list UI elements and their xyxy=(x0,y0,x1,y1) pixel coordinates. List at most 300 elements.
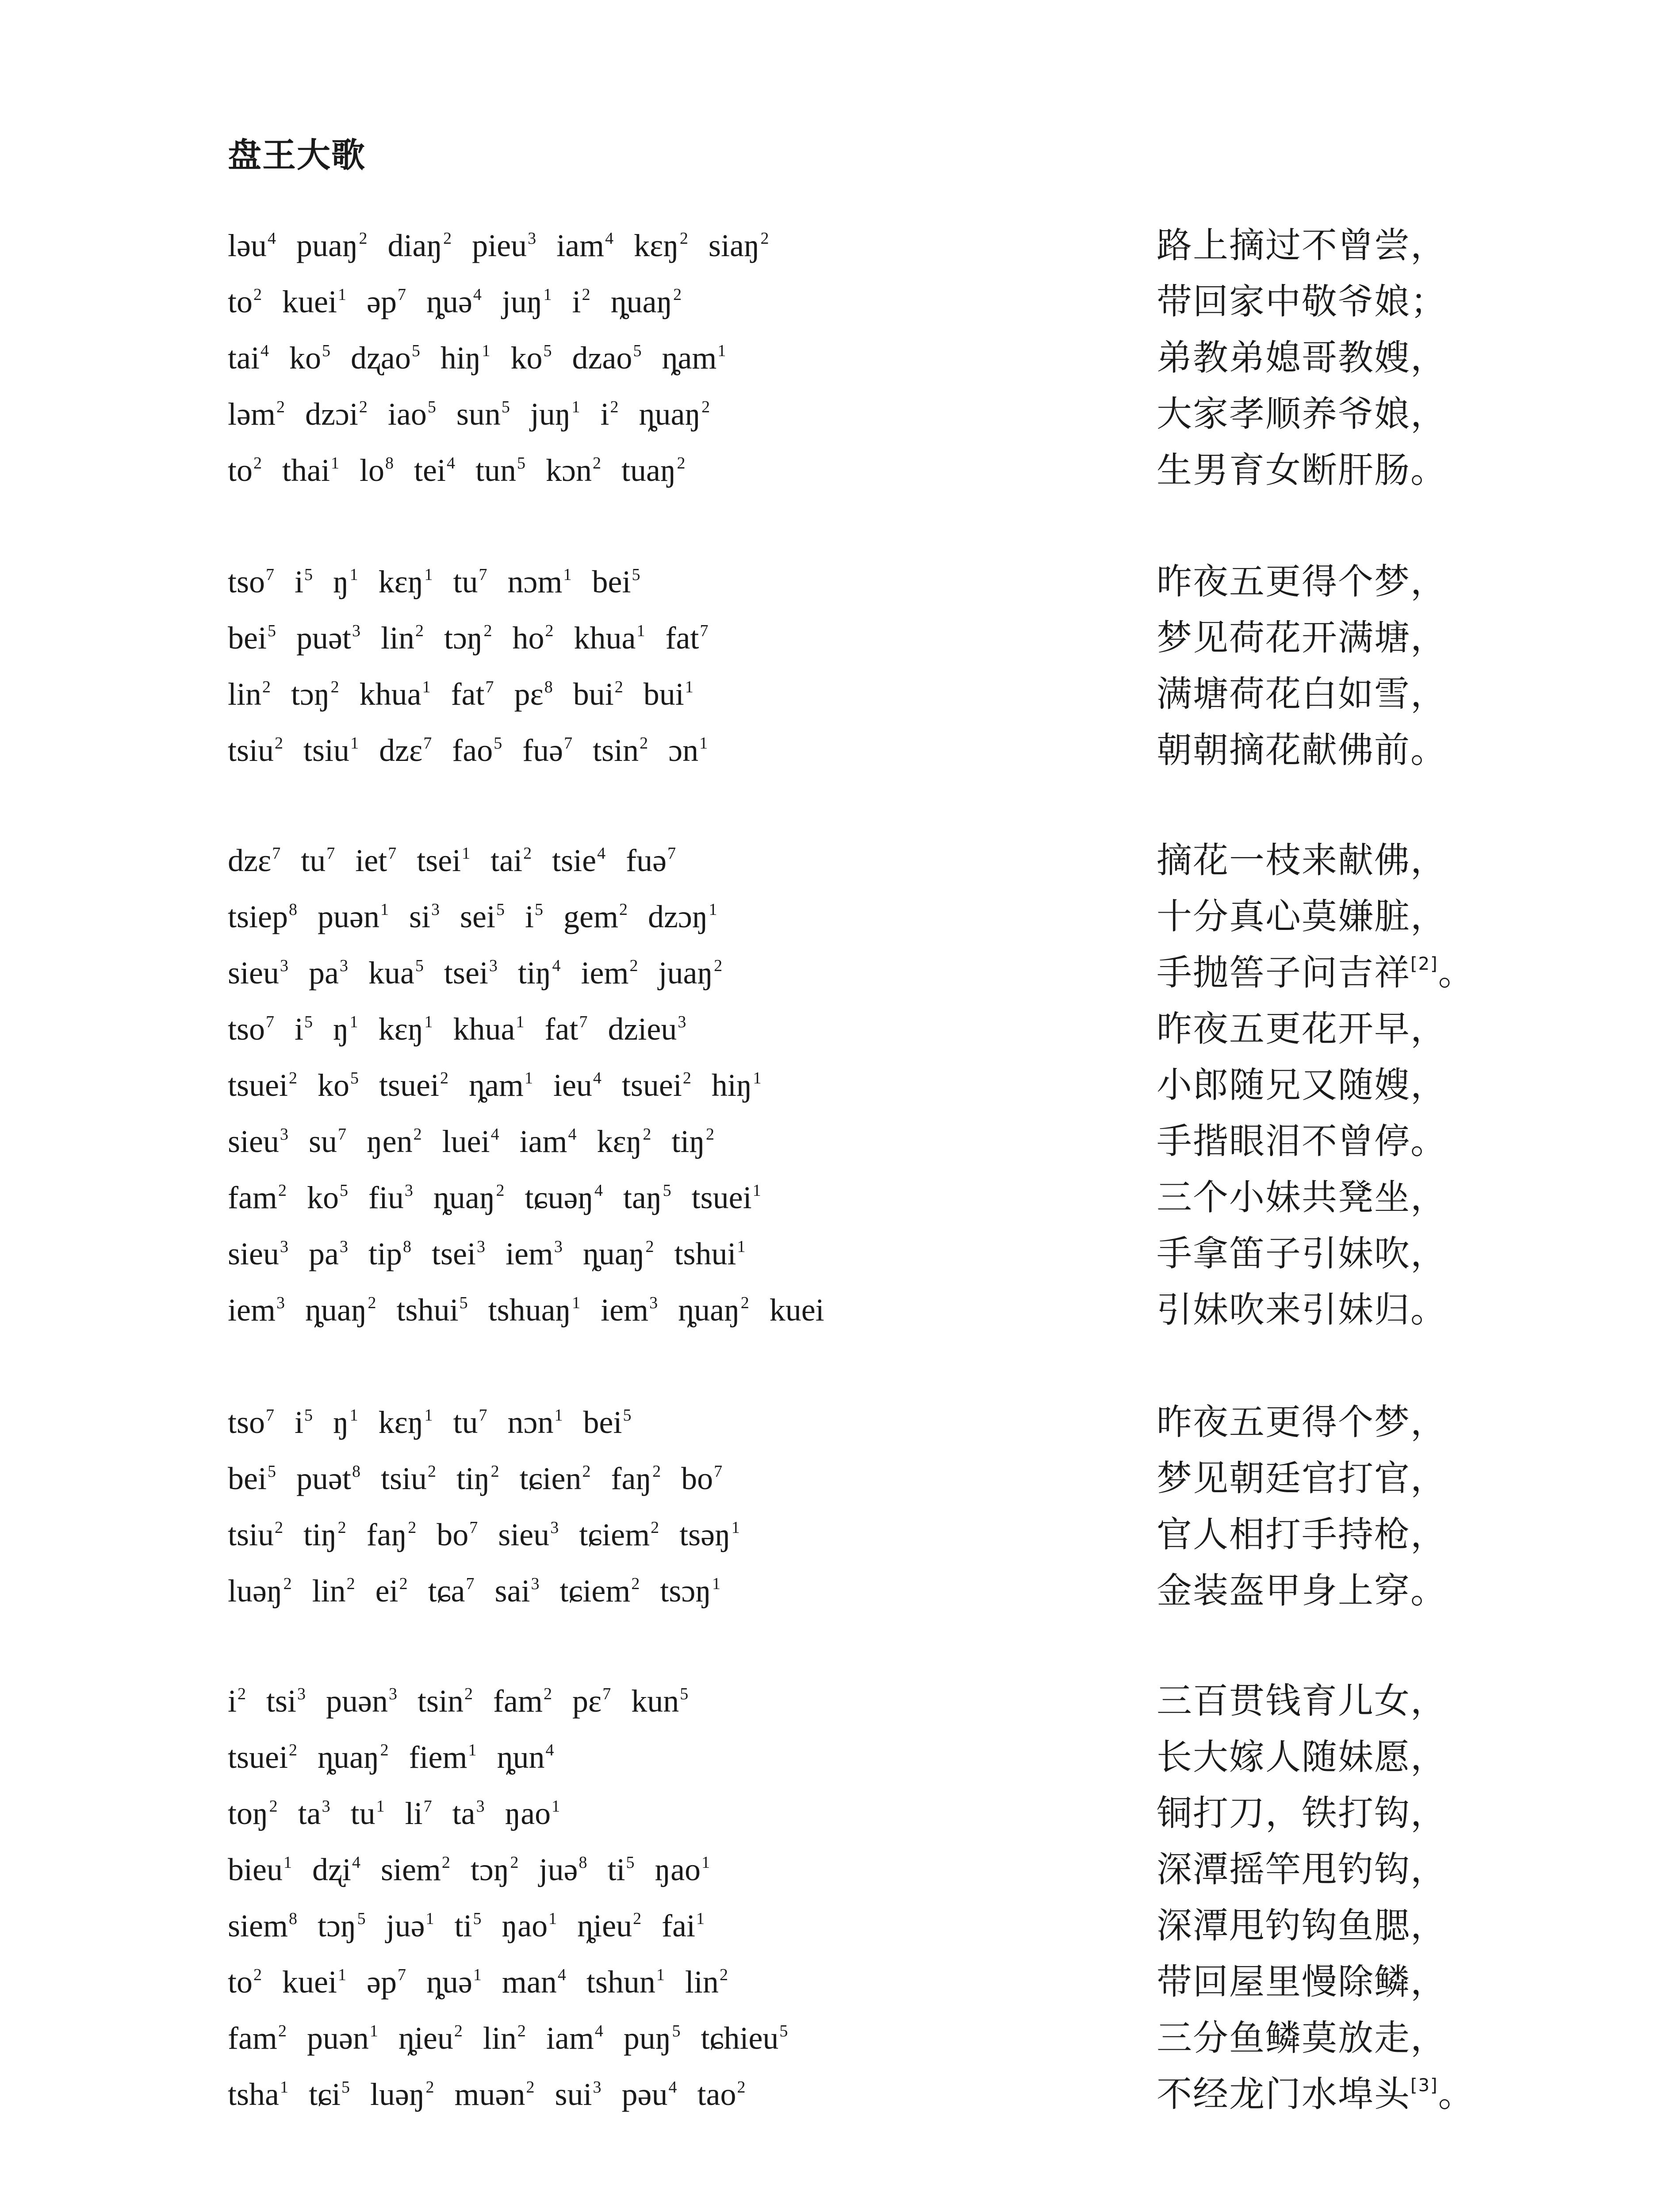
syllable: tiŋ xyxy=(517,955,552,991)
tone-number: 1 xyxy=(425,1909,434,1928)
syllable: kɛŋ xyxy=(378,564,424,599)
syllable: dzɔŋ xyxy=(648,899,708,934)
syllable: i xyxy=(600,396,609,432)
verse-line xyxy=(0,392,1659,448)
chinese-translation xyxy=(1157,1904,1643,1948)
tone-number: 2 xyxy=(359,398,368,416)
syllable: dzɛ xyxy=(379,733,423,768)
syllable: kuei xyxy=(282,1964,337,2000)
tone-number: 2 xyxy=(454,2022,463,2040)
romanization xyxy=(228,1735,1112,1779)
syllable: iao xyxy=(387,396,427,432)
syllable: ko xyxy=(307,1180,339,1215)
tone-number: 2 xyxy=(645,1237,654,1256)
tone-number: 1 xyxy=(350,734,359,753)
syllable: tshui xyxy=(674,1236,736,1271)
tone-number: 2 xyxy=(425,2078,434,2097)
tone-number: 4 xyxy=(267,229,276,248)
syllable: tɕiem xyxy=(579,1517,650,1552)
syllable: tso xyxy=(228,1011,265,1047)
tone-number: 1 xyxy=(548,1909,557,1928)
syllable: lin xyxy=(685,1964,719,2000)
tone-number: 2 xyxy=(719,1966,728,1984)
tone-number: 1 xyxy=(516,1013,525,1031)
syllable: ȵuaŋ xyxy=(639,396,701,432)
verse-line xyxy=(0,1175,1659,1232)
tone-number: 2 xyxy=(629,956,638,975)
syllable: fat xyxy=(451,676,485,712)
tone-number: 3 xyxy=(404,1181,413,1200)
tone-number: 3 xyxy=(276,1294,285,1312)
translation-text: 带回家中敬爷娘； xyxy=(1157,281,1447,322)
tone-number: 2 xyxy=(278,2022,287,2040)
tone-number: 3 xyxy=(352,622,360,640)
syllable: hiŋ xyxy=(440,340,481,376)
syllable: sui xyxy=(555,2077,592,2112)
tone-number: 5 xyxy=(501,398,510,416)
syllable: tsiu xyxy=(380,1461,427,1496)
syllable: tso xyxy=(228,564,265,599)
verse-line xyxy=(0,280,1659,336)
tone-number: 7 xyxy=(266,1013,275,1031)
verse-line xyxy=(0,672,1659,728)
syllable: fai xyxy=(662,1908,696,1943)
syllable: lo xyxy=(359,453,384,488)
tone-number: 4 xyxy=(597,844,606,863)
syllable: nɔm xyxy=(507,564,563,599)
syllable: iam xyxy=(519,1124,567,1159)
syllable: tɔŋ xyxy=(444,620,483,656)
syllable: kɛŋ xyxy=(378,1011,424,1047)
chinese-translation xyxy=(1157,838,1643,883)
translation-text: 昨夜五更得个梦， xyxy=(1157,1402,1447,1443)
syllable: tiŋ xyxy=(303,1517,337,1552)
romanization xyxy=(228,616,1112,660)
tone-number: 3 xyxy=(531,1575,540,1593)
tone-number: 2 xyxy=(673,285,682,304)
romanization xyxy=(228,223,1112,268)
translation-text: 小郎随兄又随嫂， xyxy=(1157,1064,1447,1106)
syllable: ŋao xyxy=(655,1852,701,1887)
tone-number: 8 xyxy=(385,454,394,472)
syllable: tɕien xyxy=(519,1461,582,1496)
syllable: luei xyxy=(442,1124,490,1159)
tone-number: 2 xyxy=(283,1575,292,1593)
tone-number: 7 xyxy=(564,734,573,753)
verse-line xyxy=(0,1063,1659,1119)
chinese-translation xyxy=(1157,1569,1643,1613)
romanization xyxy=(228,672,1112,716)
tone-number: 1 xyxy=(337,285,346,304)
tone-number: 2 xyxy=(359,229,368,248)
tone-number: 8 xyxy=(352,1462,360,1481)
tone-number: 2 xyxy=(337,1518,346,1537)
tone-number: 2 xyxy=(526,2078,535,2097)
chinese-translation xyxy=(1157,951,1643,995)
tone-number: 1 xyxy=(737,1237,746,1256)
syllable: iet xyxy=(355,843,387,878)
tone-number: 7 xyxy=(397,1966,406,1984)
chinese-translation xyxy=(1157,560,1643,604)
chinese-translation xyxy=(1157,2072,1643,2116)
tone-number: 7 xyxy=(479,1406,487,1425)
syllable: sun xyxy=(456,396,501,432)
syllable: ŋao xyxy=(505,1796,551,1831)
tone-number: 2 xyxy=(760,229,769,248)
syllable: bui xyxy=(643,676,684,712)
tone-number: 2 xyxy=(427,1462,436,1481)
syllable: ȵam xyxy=(468,1068,524,1103)
syllable: tuaŋ xyxy=(621,453,676,488)
syllable: fuə xyxy=(626,843,667,878)
tone-number: 7 xyxy=(423,1797,432,1816)
syllable: dzao xyxy=(572,340,632,376)
verse-line xyxy=(0,223,1659,280)
syllable: bei xyxy=(228,620,267,656)
syllable: juaŋ xyxy=(658,955,713,991)
verse-line xyxy=(0,1679,1659,1735)
chinese-translation xyxy=(1157,616,1643,660)
syllable: sieu xyxy=(498,1517,550,1552)
chinese-translation xyxy=(1157,1007,1643,1051)
tone-number: 3 xyxy=(297,1685,306,1703)
tone-number: 1 xyxy=(330,454,339,472)
tone-number: 1 xyxy=(473,1966,482,1984)
translation-text: 引妹吹来引妹归。 xyxy=(1157,1289,1447,1330)
tone-number: 2 xyxy=(682,1069,691,1087)
syllable: kuei xyxy=(769,1292,824,1328)
chinese-translation xyxy=(1157,2016,1643,2060)
syllable: fat xyxy=(544,1011,579,1047)
tone-number: 2 xyxy=(464,1685,473,1703)
syllable: ŋ xyxy=(333,1405,349,1440)
syllable: ȵuaŋ xyxy=(610,284,673,319)
tone-number: 2 xyxy=(510,1853,519,1872)
tone-number: 5 xyxy=(322,342,330,360)
syllable: pa xyxy=(308,955,339,991)
tone-number: 5 xyxy=(267,1462,276,1481)
tone-number: 4 xyxy=(594,1181,603,1200)
syllable: kɛŋ xyxy=(378,1405,424,1440)
syllable: fat xyxy=(665,620,699,656)
chinese-translation xyxy=(1157,1791,1643,1836)
tone-number: 1 xyxy=(572,1294,581,1312)
syllable: pɛ xyxy=(572,1683,602,1719)
romanization xyxy=(228,895,1112,939)
syllable: tsɔŋ xyxy=(660,1573,711,1609)
syllable: toŋ xyxy=(228,1796,268,1831)
syllable: iem xyxy=(601,1292,649,1328)
syllable: pa xyxy=(308,1236,339,1271)
chinese-translation xyxy=(1157,672,1643,716)
stanza xyxy=(0,838,1659,1344)
syllable: juə xyxy=(539,1852,578,1887)
tone-number: 1 xyxy=(636,622,645,640)
syllable: dzieu xyxy=(608,1011,677,1047)
tone-number: 5 xyxy=(304,1013,313,1031)
tone-number: 5 xyxy=(494,734,502,753)
tone-number: 4 xyxy=(260,342,269,360)
romanization xyxy=(228,336,1112,380)
tone-number: 1 xyxy=(349,1406,358,1425)
tone-number: 1 xyxy=(283,1853,292,1872)
tone-number: 2 xyxy=(651,1518,659,1537)
syllable: əp xyxy=(366,284,397,319)
tone-number: 3 xyxy=(322,1797,330,1816)
tone-number: 2 xyxy=(253,454,262,472)
tone-number: 4 xyxy=(446,454,455,472)
syllable: ei xyxy=(375,1573,398,1609)
tone-number: 4 xyxy=(490,1125,499,1144)
translation-text: 梦见朝廷官打官， xyxy=(1157,1458,1447,1499)
tone-number: 4 xyxy=(545,1741,554,1759)
tone-number: 8 xyxy=(579,1853,587,1872)
syllable: ta xyxy=(452,1796,475,1831)
tone-number: 1 xyxy=(424,565,433,584)
romanization xyxy=(228,1007,1112,1051)
syllable: ȵuaŋ xyxy=(317,1740,379,1775)
chinese-translation xyxy=(1157,1960,1643,2004)
tone-number: 4 xyxy=(568,1125,577,1144)
verse-line xyxy=(0,336,1659,392)
syllable: iam xyxy=(546,2020,594,2056)
tone-number: 2 xyxy=(543,1685,552,1703)
tone-number: 3 xyxy=(554,1237,563,1256)
tone-number: 5 xyxy=(427,398,436,416)
page-title: 盘王大歌 xyxy=(228,135,366,175)
tone-number: 2 xyxy=(288,1741,297,1759)
tone-number: 1 xyxy=(482,342,490,360)
syllable: tsha xyxy=(228,2077,279,2112)
translation-text: 深潭甩钓钩鱼腮， xyxy=(1157,1905,1447,1946)
syllable: fam xyxy=(228,2020,277,2056)
syllable: ləm xyxy=(228,396,276,432)
stanza xyxy=(0,223,1659,504)
syllable: to xyxy=(228,284,253,319)
translation-text: 不经龙门水埠头 xyxy=(1157,2074,1410,2115)
syllable: gem xyxy=(563,899,618,934)
verse-line xyxy=(0,1288,1659,1344)
syllable: ȵuaŋ xyxy=(433,1180,495,1215)
tone-number: 2 xyxy=(269,1797,278,1816)
syllable: lin xyxy=(380,620,414,656)
tone-number: 5 xyxy=(779,2022,788,2040)
syllable: tsuei xyxy=(228,1068,288,1103)
syllable: kɔn xyxy=(545,453,592,488)
syllable: su xyxy=(308,1124,337,1159)
syllable: ŋ xyxy=(333,564,349,599)
syllable: puən xyxy=(317,899,379,934)
syllable: tsəŋ xyxy=(679,1517,731,1552)
syllable: tu xyxy=(453,1405,478,1440)
tone-number: 5 xyxy=(626,1853,635,1872)
chinese-translation xyxy=(1157,448,1643,492)
tone-number: 4 xyxy=(473,285,482,304)
tone-number: 2 xyxy=(706,1125,715,1144)
syllable: tao xyxy=(697,2077,736,2112)
tone-number: 7 xyxy=(485,678,494,696)
translation-text: 带回屋里慢除鳞， xyxy=(1157,1961,1447,2002)
romanization xyxy=(228,1847,1112,1892)
syllable: i xyxy=(525,899,534,934)
translation-text: 大家孝顺养爷娘， xyxy=(1157,393,1447,434)
romanization xyxy=(228,838,1112,883)
syllable: tso xyxy=(228,1405,265,1440)
tone-number: 5 xyxy=(411,342,420,360)
tone-number: 8 xyxy=(402,1237,411,1256)
syllable: tip xyxy=(368,1236,402,1271)
syllable: əp xyxy=(366,1964,397,2000)
syllable: fiu xyxy=(368,1180,404,1215)
translation-text: 铜打刀，铁打钩， xyxy=(1157,1793,1447,1834)
tone-number: 7 xyxy=(266,565,275,584)
syllable: fam xyxy=(493,1683,543,1719)
translation-text: 三百贯钱育儿女， xyxy=(1157,1680,1447,1721)
syllable: luəŋ xyxy=(228,1573,283,1609)
tone-number: 5 xyxy=(517,454,525,472)
tone-number: 2 xyxy=(238,1685,246,1703)
translation-text: 梦见荷花开满塘， xyxy=(1157,617,1447,658)
tone-number: 1 xyxy=(524,1069,533,1087)
romanization xyxy=(228,728,1112,772)
syllable: lin xyxy=(312,1573,346,1609)
tone-number: 1 xyxy=(656,1966,665,1984)
tone-number: 4 xyxy=(668,2078,677,2097)
syllable: ko xyxy=(510,340,543,376)
verse-line xyxy=(0,951,1659,1007)
tone-number: 5 xyxy=(672,2022,681,2040)
syllable: iem xyxy=(581,955,629,991)
tone-number: 3 xyxy=(339,1237,348,1256)
syllable: fam xyxy=(228,1180,277,1215)
translation-text: 昨夜五更得个梦， xyxy=(1157,561,1447,602)
translation-text: 长大嫁人随妹愿， xyxy=(1157,1736,1447,1778)
syllable: bei xyxy=(592,564,631,599)
tone-number: 2 xyxy=(253,1966,262,1984)
tone-number: 5 xyxy=(415,956,424,975)
syllable: bieu xyxy=(228,1852,283,1887)
tone-number: 7 xyxy=(667,844,676,863)
tone-number: 3 xyxy=(280,1237,288,1256)
syllable: juə xyxy=(386,1908,425,1943)
tone-number: 2 xyxy=(619,900,628,919)
tone-number: 5 xyxy=(267,622,276,640)
tone-number: 1 xyxy=(696,1909,705,1928)
tone-number: 7 xyxy=(602,1685,611,1703)
chinese-translation xyxy=(1157,392,1643,436)
tone-number: 3 xyxy=(280,1125,288,1144)
syllable: ɔn xyxy=(668,733,699,768)
verse-line xyxy=(0,1960,1659,2016)
syllable: si xyxy=(409,899,430,934)
tone-number: 5 xyxy=(623,1406,632,1425)
chinese-translation xyxy=(1157,1847,1643,1892)
tone-number: 5 xyxy=(341,2078,350,2097)
verse-line xyxy=(0,616,1659,672)
syllable: tsin xyxy=(593,733,639,768)
tone-number: 5 xyxy=(680,1685,689,1703)
chinese-translation xyxy=(1157,1119,1643,1164)
romanization xyxy=(228,951,1112,995)
tone-number: 1 xyxy=(422,678,431,696)
syllable: tiŋ xyxy=(456,1461,490,1496)
tone-number: 1 xyxy=(424,1013,433,1031)
syllable: tsie xyxy=(552,843,597,878)
syllable: diaŋ xyxy=(387,228,443,263)
tone-number: 7 xyxy=(338,1125,347,1144)
tone-number: 1 xyxy=(349,565,358,584)
syllable: ti xyxy=(607,1852,625,1887)
verse-line xyxy=(0,448,1659,504)
romanization xyxy=(228,1119,1112,1164)
syllable: luəŋ xyxy=(370,2077,425,2112)
tone-number: 4 xyxy=(352,1853,360,1872)
tone-number: 2 xyxy=(278,1181,287,1200)
verse-line xyxy=(0,1513,1659,1569)
syllable: dʐao xyxy=(350,340,411,376)
tone-number: 2 xyxy=(399,1575,408,1593)
syllable: ȵun xyxy=(497,1740,545,1775)
syllable: siem xyxy=(380,1852,441,1887)
tone-number: 3 xyxy=(339,956,348,975)
syllable: ŋao xyxy=(502,1908,548,1943)
tone-number: 2 xyxy=(652,1462,661,1481)
translation-text: 十分真心莫嫌脏， xyxy=(1157,896,1447,937)
syllable: lin xyxy=(483,2020,517,2056)
syllable: tsin xyxy=(418,1683,464,1719)
syllable: tsei xyxy=(417,843,461,878)
syllable: tɔŋ xyxy=(291,676,330,712)
tone-number: 7 xyxy=(397,285,406,304)
translation-text: 手揩眼泪不曾停。 xyxy=(1157,1121,1447,1162)
chinese-translation xyxy=(1157,1288,1643,1332)
tone-number: 1 xyxy=(280,2078,288,2097)
tone-number: 7 xyxy=(469,1518,478,1537)
tone-number: 7 xyxy=(466,1575,475,1593)
tone-number: 3 xyxy=(476,1797,485,1816)
syllable: sieu xyxy=(228,955,279,991)
translation-text: 路上摘过不曾尝， xyxy=(1157,225,1447,266)
romanization xyxy=(228,1400,1112,1444)
tone-number: 7 xyxy=(479,565,487,584)
tone-number: 7 xyxy=(700,622,709,640)
syllable: dzɛ xyxy=(228,843,272,878)
tone-number: 1 xyxy=(424,1406,433,1425)
verse-line xyxy=(0,1735,1659,1791)
stanza xyxy=(0,560,1659,784)
tone-number: 2 xyxy=(441,1853,450,1872)
syllable: hiŋ xyxy=(711,1068,752,1103)
tone-number: 1 xyxy=(571,398,580,416)
syllable: bo xyxy=(681,1461,713,1496)
syllable: puən xyxy=(326,1683,388,1719)
tone-number: 1 xyxy=(563,565,572,584)
tone-number: 4 xyxy=(594,2022,603,2040)
tone-number: 2 xyxy=(490,1462,499,1481)
syllable: i xyxy=(295,1011,304,1047)
romanization xyxy=(228,1456,1112,1501)
line-end-punctuation: 。 xyxy=(1438,952,1475,993)
tone-number: 7 xyxy=(266,1406,275,1425)
syllable: ta xyxy=(298,1796,321,1831)
syllable: puət xyxy=(296,1461,351,1496)
syllable: ləu xyxy=(228,228,267,263)
syllable: tɕiem xyxy=(559,1573,631,1609)
tone-number: 2 xyxy=(631,1575,640,1593)
tone-number: 1 xyxy=(709,900,717,919)
chinese-translation xyxy=(1157,895,1643,939)
verse-line xyxy=(0,2016,1659,2072)
